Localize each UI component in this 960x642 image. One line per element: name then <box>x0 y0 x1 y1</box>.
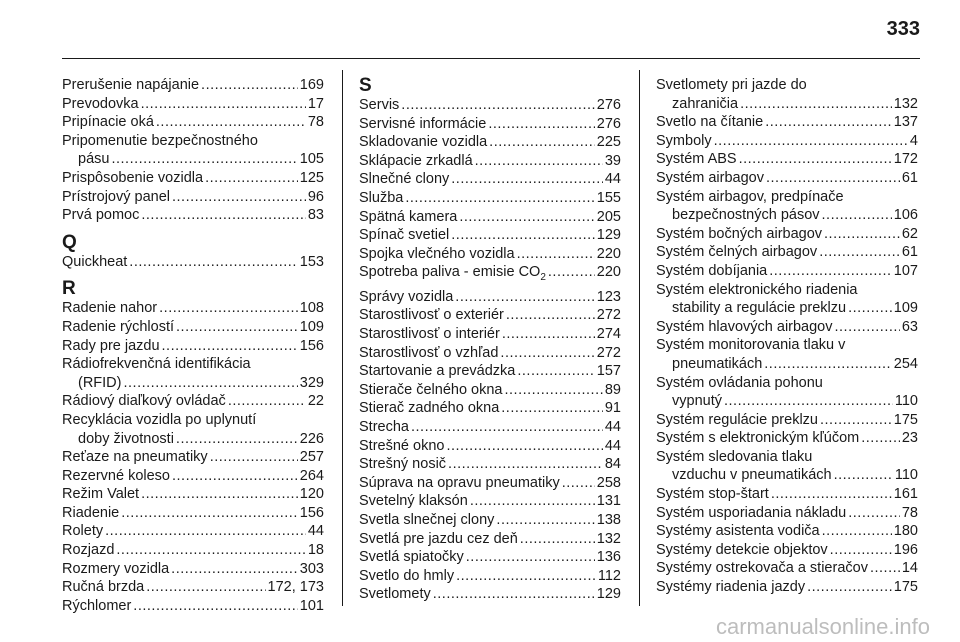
index-entry: doby životnosti ..... 226 <box>62 430 324 449</box>
index-entry-head: Systém monitorovania tlaku v <box>656 337 846 354</box>
index-entry: Systém airbagov ..... 61 <box>656 169 918 188</box>
index-entry: Reťaze na pneumatiky ..... 257 <box>62 448 324 467</box>
index-entry: Ručná brzda ..... 172, 173 <box>62 578 324 597</box>
index-entry: vzduchu v pneumatikách ..... 110 <box>656 466 918 485</box>
index-entry: bezpečnostných pásov ..... 106 <box>656 206 918 225</box>
index-entry: Systém usporiadania nákladu ..... 78 <box>656 504 918 523</box>
index-entry: Quickheat ..... 153 <box>62 253 324 272</box>
index-entry: Symboly ..... 4 <box>656 132 918 151</box>
index-entry-head: Systém elektronického riadenia <box>656 281 858 298</box>
index-entry: Rozmery vozidla ..... 303 <box>62 560 324 579</box>
index-entry: Starostlivosť o vzhľad ..... 272 <box>359 344 621 363</box>
index-entry: Sklápacie zrkadlá ..... 39 <box>359 152 621 171</box>
index-entry: Systémy detekcie objektov ..... 196 <box>656 541 918 560</box>
index-entry: Svetlá pre jazdu cez deň ..... 132 <box>359 530 621 549</box>
index-entry: Stierače čelného okna ..... 89 <box>359 381 621 400</box>
index-entry: Prvá pomoc ..... 83 <box>62 206 324 225</box>
index-entry: Systém čelných airbagov ..... 61 <box>656 243 918 262</box>
index-column-2 <box>359 76 621 604</box>
index-entry: pásu ..... 105 <box>62 150 324 169</box>
page-number: 333 <box>886 18 920 40</box>
index-entry: Rozjazd ..... 18 <box>62 541 324 560</box>
index-entry: Rýchlomer ..... 101 <box>62 597 324 616</box>
index-entry: Systémy asistenta vodiča ..... 180 <box>656 522 918 541</box>
index-entry-head: Svetlomety pri jazde do <box>656 77 807 93</box>
index-entry: Prispôsobenie vozidla ..... 125 <box>62 169 324 188</box>
index-entry: Strecha ..... 44 <box>359 418 621 437</box>
index-entry: Systém regulácie preklzu ..... 175 <box>656 411 918 430</box>
index-entry-head: Systém ovládania pohonu <box>656 374 823 391</box>
index-entry: Režim Valet ..... 120 <box>62 485 324 504</box>
index-entry: Spojka vlečného vozidla ..... 220 <box>359 245 621 264</box>
index-entry-head: Systém airbagov, predpínače <box>656 188 844 205</box>
header-rule <box>62 58 920 59</box>
index-entry: Systém s elektronickým kľúčom ..... 23 <box>656 429 918 448</box>
index-entry: Radenie rýchlostí ..... 109 <box>62 318 324 337</box>
index-entry-head: Systém sledovania tlaku <box>656 448 813 465</box>
watermark: carmanualsonline.info <box>715 614 930 639</box>
index-entry: Strešné okno ..... 44 <box>359 437 621 456</box>
index-entry: pneumatikách ..... 254 <box>656 355 918 374</box>
index-entry: Systém dobíjania ..... 107 <box>656 262 918 281</box>
index-entry: Systém bočných airbagov ..... 62 <box>656 225 918 244</box>
index-entry: Radenie nahor ..... 108 <box>62 299 324 318</box>
index-entry: Rádiový diaľkový ovládač ..... 22 <box>62 392 324 411</box>
index-entry: Spätná kamera ..... 205 <box>359 208 621 227</box>
index-entry: Súprava na opravu pneumatiky ..... 258 <box>359 474 621 493</box>
index-entry: Svetlo do hmly ..... 112 <box>359 567 621 586</box>
index-entry: Svetlá spiatočky ..... 136 <box>359 548 621 567</box>
subscript: 2 <box>540 272 546 284</box>
index-entry: Služba ..... 155 <box>359 189 621 208</box>
index-entry: Prístrojový panel ..... 96 <box>62 188 324 207</box>
index-entry: Systémy riadenia jazdy ..... 175 <box>656 578 918 597</box>
index-entry: Spotreba paliva - emisie $CO_2$ ..... 220 <box>359 263 621 287</box>
index-entry: Prerušenie napájanie ..... 169 <box>62 76 324 95</box>
index-entry: Prevodovka ..... 17 <box>62 95 324 114</box>
index-entry: Stierač zadného okna ..... 91 <box>359 399 621 418</box>
index-entry: vypnutý ..... 110 <box>656 392 918 411</box>
index-entry: Riadenie ..... 156 <box>62 504 324 523</box>
column-divider <box>342 70 343 606</box>
index-column-3 <box>656 76 918 597</box>
index-entry: Rady pre jazdu ..... 156 <box>62 337 324 356</box>
index-entry: Spínač svetiel ..... 129 <box>359 226 621 245</box>
section-letter: R <box>62 278 76 300</box>
index-entry: Systém hlavových airbagov ..... 63 <box>656 318 918 337</box>
index-entry: Slnečné clony ..... 44 <box>359 170 621 189</box>
index-entry: (RFID) ..... 329 <box>62 374 324 393</box>
index-entry: Starostlivosť o interiér ..... 274 <box>359 325 621 344</box>
index-column-1 <box>62 76 324 615</box>
index-entry: Svetelný klaksón ..... 131 <box>359 492 621 511</box>
index-entry: Rolety ..... 44 <box>62 522 324 541</box>
index-entry: Systémy ostrekovača a stieračov ..... 14 <box>656 559 918 578</box>
section-letter: Q <box>62 231 77 253</box>
column-divider <box>639 70 640 606</box>
index-entry: Startovanie a prevádzka ..... 157 <box>359 362 621 381</box>
index-entry-head: Pripomenutie bezpečnostného <box>62 132 258 149</box>
index-entry: Správy vozidla ..... 123 <box>359 288 621 307</box>
index-entry: Skladovanie vozidla ..... 225 <box>359 133 621 152</box>
index-entry: Strešný nosič ..... 84 <box>359 455 621 474</box>
index-entry: Servisné informácie ..... 276 <box>359 115 621 134</box>
index-entry: Systém stop-štart ..... 161 <box>656 485 918 504</box>
index-entry: Svetlo na čítanie ..... 137 <box>656 113 918 132</box>
index-entry: Starostlivosť o exteriér ..... 272 <box>359 306 621 325</box>
index-entry: Svetla slnečnej clony ..... 138 <box>359 511 621 530</box>
index-entry: Rezervné koleso ..... 264 <box>62 467 324 486</box>
index-entry-head: Recyklácia vozidla po uplynutí <box>62 411 257 428</box>
index-entry: Svetlomety ..... 129 <box>359 585 621 604</box>
section-letter: S <box>359 75 372 96</box>
index-entry-head: Rádiofrekvenčná identifikácia <box>62 356 251 373</box>
index-entry: Systém ABS ..... 172 <box>656 150 918 169</box>
index-entry: stability a regulácie preklzu ..... 109 <box>656 299 918 318</box>
index-entry: Pripínacie oká ..... 78 <box>62 113 324 132</box>
index-entry: zahraničia ..... 132 <box>656 95 918 114</box>
index-entry: Servis ..... 276 <box>359 96 621 115</box>
